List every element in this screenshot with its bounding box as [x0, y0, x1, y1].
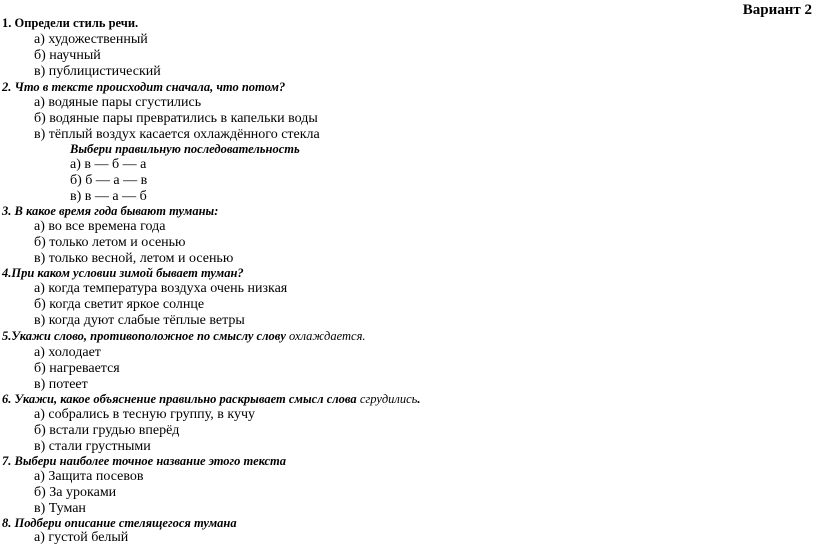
question-6-option-b: б) встали грудью вперёд [34, 423, 180, 438]
variant-label: Вариант 2 [742, 2, 812, 18]
question-1-option-a: а) художественный [34, 32, 148, 47]
question-1-title: 1. Определи стиль речи. [2, 16, 139, 30]
question-5-option-c: в) потеет [34, 377, 88, 392]
question-6-option-a: а) собрались в тесную группу, в кучу [34, 407, 255, 422]
question-6-title-text: 6. Укажи, какое объяснение правильно раскрывает смысл слова [2, 392, 357, 406]
question-2-title: 2. Что в тексте происходит сначала, что потом? [2, 80, 286, 94]
question-6-title-end: . [417, 392, 421, 406]
question-8-option-a: а) густой белый [34, 530, 129, 545]
question-5-title [2, 329, 366, 344]
question-1-option-c: в) публицистический [34, 64, 161, 79]
question-2-sequence-a: а) в — б — а [70, 157, 147, 172]
question-4-option-b: б) когда светит яркое солнце [34, 297, 205, 312]
question-2-sequence-b: б) б — а — в [70, 173, 148, 188]
question-3-title: 3. В какое время года бывают туманы: [2, 204, 219, 218]
question-5-keyword: охлаждается. [289, 329, 366, 343]
question-7-title: 7. Выбери наиболее точное название этого текста [2, 454, 287, 468]
question-2-option-c: в) тёплый воздух касается охлаждённого стекла [34, 127, 320, 142]
question-3-option-c: в) только весной, летом и осенью [34, 251, 234, 266]
question-4-option-c: в) когда дуют слабые тёплые ветры [34, 313, 245, 328]
question-5-title-text: 5.Укажи слово, противоположное по смыслу слову [2, 329, 286, 343]
question-7-option-a: а) Защита посевов [34, 469, 144, 484]
question-6-title [2, 392, 420, 407]
question-5-option-a: а) холодает [34, 345, 101, 360]
question-8-title: 8. Подбери описание стелящегося тумана [2, 516, 237, 530]
question-4-option-a: а) когда температура воздуха очень низкая [34, 281, 288, 296]
question-7-option-b: б) За уроками [34, 485, 117, 500]
question-1-option-b: б) научный [34, 48, 101, 63]
question-6-keyword: сгрудились [359, 392, 418, 406]
question-2-subtitle: Выбери правильную последовательность [70, 142, 300, 156]
question-3-option-b: б) только летом и осенью [34, 235, 186, 250]
question-7-option-c: в) Туман [34, 501, 86, 516]
question-4-title: 4.При каком условии зимой бывает туман? [2, 266, 244, 280]
question-6-option-c: в) стали грустными [34, 439, 151, 454]
question-2-option-a: а) водяные пары сгустились [34, 95, 202, 110]
question-2-option-b: б) водяные пары превратились в капельки воды [34, 111, 318, 126]
question-3-option-a: а) во все времена года [34, 219, 166, 234]
question-5-option-b: б) нагревается [34, 361, 120, 376]
question-2-sequence-c: в) в — а — б [70, 189, 147, 204]
